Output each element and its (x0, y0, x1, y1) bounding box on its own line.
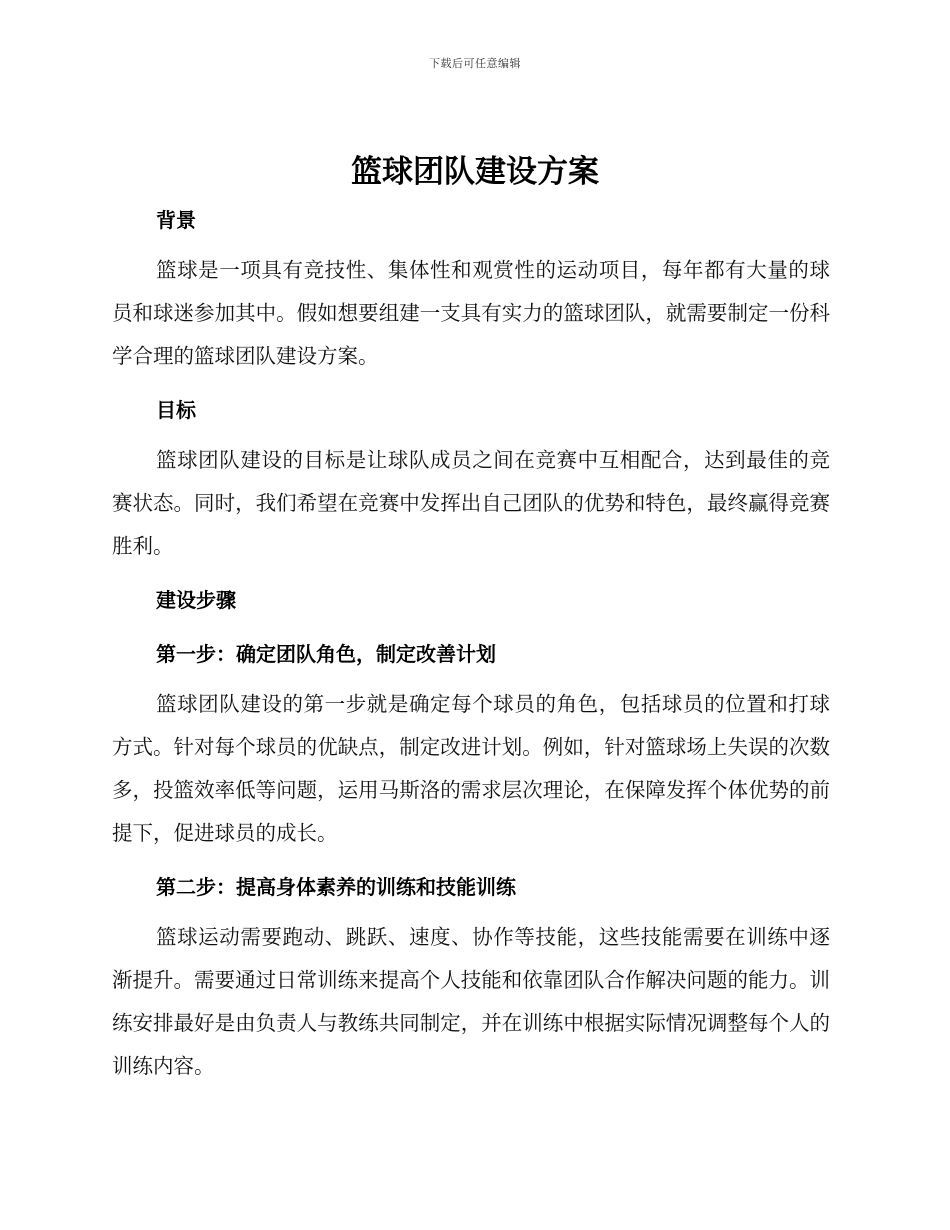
section-paragraph-step-two: 篮球运动需要跑动、跳跃、速度、协作等技能，这些技能需要在训练中逐渐提升。需要通过日常训练来提高个人技能和依靠团队合作解决问题的能力。训练安排最好是由负责人与教练共同制定，并在训练中根据实际情况调整每个人的训练内容。 (112, 925, 830, 1078)
section-heading-steps: 建设步骤 (156, 588, 236, 612)
section-heading-step-two: 第二步：提高身体素养的训练和技能训练 (156, 875, 516, 899)
section-heading-goal: 目标 (156, 398, 196, 422)
section-heading-background: 背景 (156, 208, 196, 232)
section-heading-step-one: 第一步：确定团队角色，制定改善计划 (156, 642, 496, 666)
header-note: 下载后可任意编辑 (429, 57, 521, 70)
section-paragraph-goal: 篮球团队建设的目标是让球队成员之间在竞赛中互相配合，达到最佳的竞赛状态。同时，我们希望在竞赛中发挥出自己团队的优势和特色，最终赢得竞赛胜利。 (112, 448, 830, 558)
document-body (112, 199, 830, 1099)
document-title: 篮球团队建设方案 (351, 154, 599, 190)
section-paragraph-background: 篮球是一项具有竞技性、集体性和观赏性的运动项目，每年都有大量的球员和球迷参加其中。假如想要组建一支具有实力的篮球团队，就需要制定一份科学合理的篮球团队建设方案。 (112, 258, 830, 368)
section-paragraph-step-one: 篮球团队建设的第一步就是确定每个球员的角色，包括球员的位置和打球方式。针对每个球员的优缺点，制定改进计划。例如，针对篮球场上失误的次数多，投篮效率低等问题，运用马斯洛的需求层次理论，在保障发挥个体优势的前提下，促进球员的成长。 (112, 692, 830, 845)
